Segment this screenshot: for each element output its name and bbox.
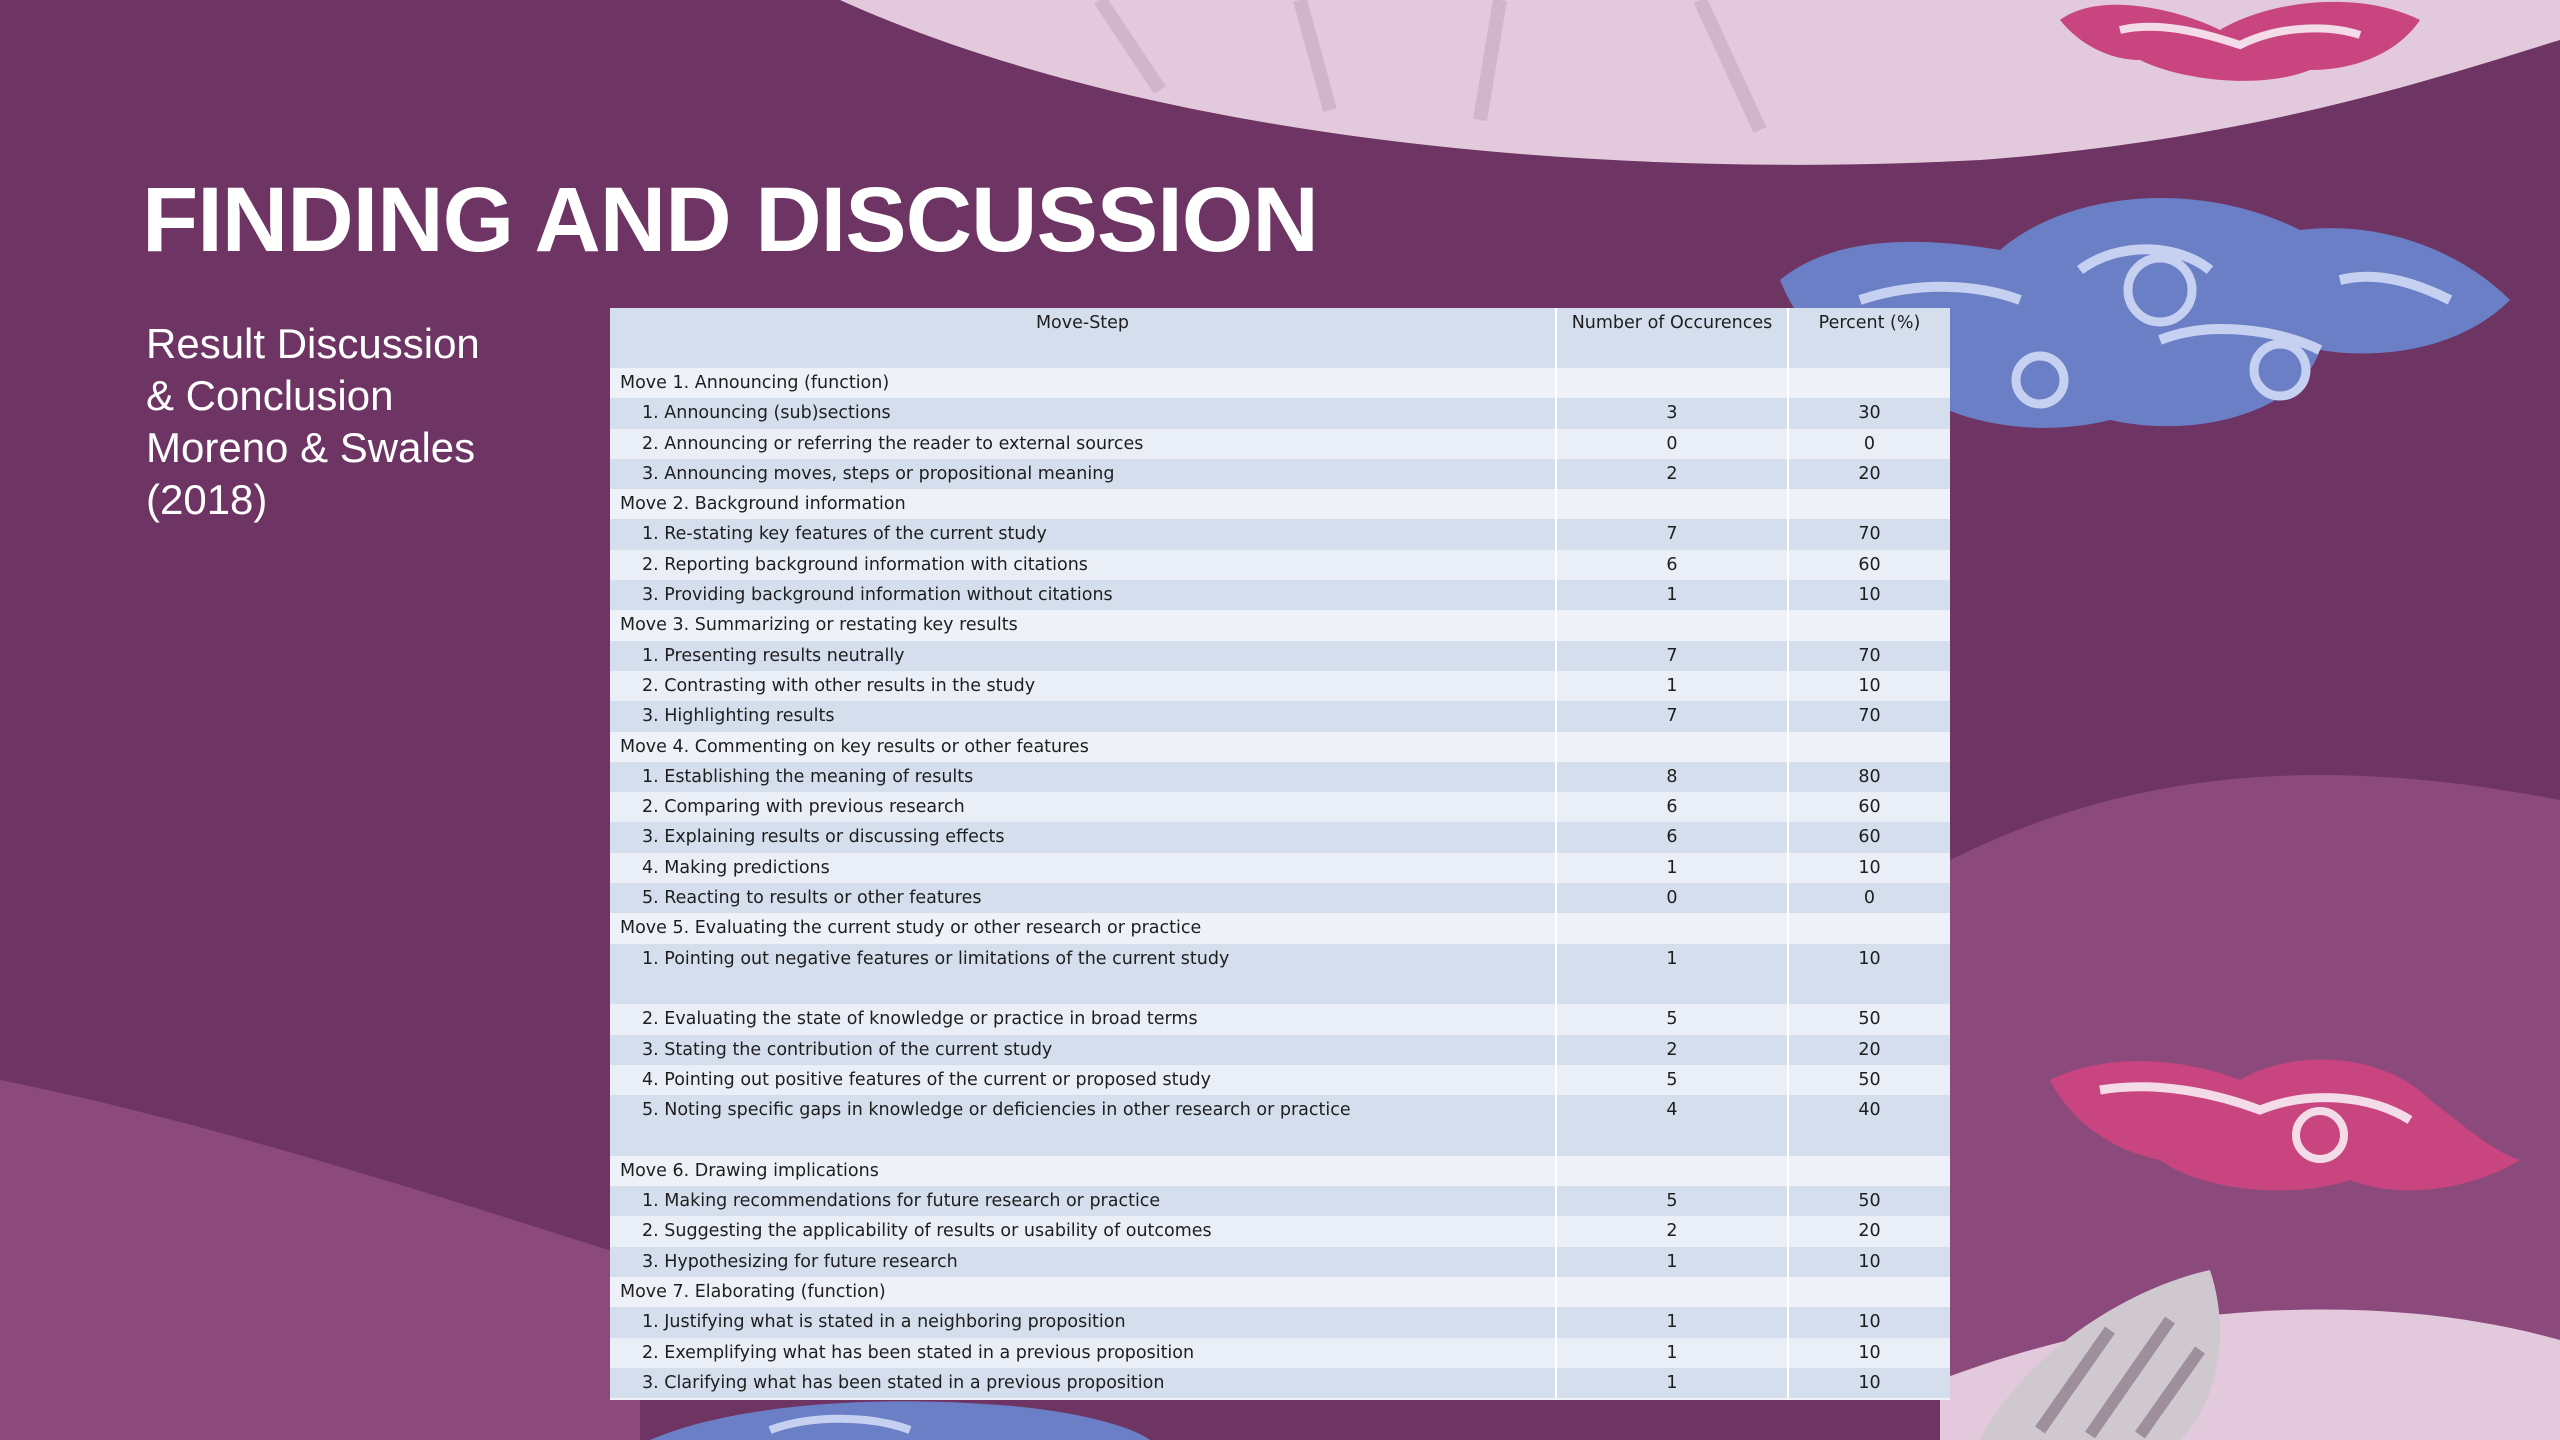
table-row-step: [610, 1065, 1950, 1095]
table-header-row: [610, 308, 1950, 368]
table-row-step: [610, 1307, 1950, 1337]
empty-cell: [1556, 913, 1788, 943]
move-label: Move 7. Elaborating (function): [610, 1277, 1556, 1307]
move-step-table: [610, 308, 1950, 1398]
occurrence-count: 6: [1556, 792, 1788, 822]
empty-cell: [1788, 489, 1950, 519]
empty-cell: [1556, 610, 1788, 640]
percent-value: 70: [1788, 701, 1950, 731]
table-row-step: [610, 792, 1950, 822]
header-move-step: Move-Step: [610, 308, 1556, 368]
move-label: Move 5. Evaluating the current study or other research or practice: [610, 913, 1556, 943]
empty-cell: [1788, 1277, 1950, 1307]
occurrence-count: 5: [1556, 1004, 1788, 1034]
move-label: Move 3. Summarizing or restating key results: [610, 610, 1556, 640]
step-label: 3. Explaining results or discussing effects: [610, 822, 1556, 852]
table-row-step: [610, 398, 1950, 428]
step-label: 1. Justifying what is stated in a neighboring proposition: [610, 1307, 1556, 1337]
table-row-move: [610, 368, 1950, 398]
occurrence-count: 0: [1556, 883, 1788, 913]
step-label: 2. Contrasting with other results in the study: [610, 671, 1556, 701]
step-label: 2. Exemplifying what has been stated in a previous proposition: [610, 1338, 1556, 1368]
table-row-step: [610, 550, 1950, 580]
empty-cell: [1788, 1156, 1950, 1186]
occurrence-count: 1: [1556, 671, 1788, 701]
empty-cell: [1788, 732, 1950, 762]
step-label: 3. Hypothesizing for future research: [610, 1247, 1556, 1277]
occurrence-count: 2: [1556, 1216, 1788, 1246]
occurrence-count: 2: [1556, 1035, 1788, 1065]
table-row-step: [610, 1216, 1950, 1246]
percent-value: 50: [1788, 1186, 1950, 1216]
percent-value: 10: [1788, 671, 1950, 701]
occurrence-count: 3: [1556, 398, 1788, 428]
header-percent: Percent (%): [1788, 308, 1950, 368]
table-row-step: [610, 762, 1950, 792]
table-row-move: [610, 610, 1950, 640]
percent-value: 40: [1788, 1095, 1950, 1156]
empty-cell: [1788, 913, 1950, 943]
move-label: Move 2. Background information: [610, 489, 1556, 519]
percent-value: 10: [1788, 1247, 1950, 1277]
step-label: 1. Presenting results neutrally: [610, 641, 1556, 671]
table-body: [610, 368, 1950, 1398]
percent-value: 30: [1788, 398, 1950, 428]
table-row-move: [610, 1156, 1950, 1186]
step-label: 2. Suggesting the applicability of results or usability of outcomes: [610, 1216, 1556, 1246]
empty-cell: [1556, 1277, 1788, 1307]
occurrence-count: 1: [1556, 1247, 1788, 1277]
occurrence-count: 7: [1556, 641, 1788, 671]
percent-value: 60: [1788, 550, 1950, 580]
subtitle-line: Result Discussion: [146, 320, 480, 367]
percent-value: 50: [1788, 1065, 1950, 1095]
table-row-step: [610, 429, 1950, 459]
percent-value: 20: [1788, 1216, 1950, 1246]
percent-value: 20: [1788, 459, 1950, 489]
table-row-step: [610, 1095, 1950, 1156]
move-label: Move 1. Announcing (function): [610, 368, 1556, 398]
table-row-step: [610, 853, 1950, 883]
percent-value: 0: [1788, 883, 1950, 913]
occurrence-count: 7: [1556, 701, 1788, 731]
step-label: 3. Highlighting results: [610, 701, 1556, 731]
percent-value: 0: [1788, 429, 1950, 459]
empty-cell: [1556, 732, 1788, 762]
occurrence-count: 1: [1556, 1368, 1788, 1398]
table-row-step: [610, 671, 1950, 701]
table-row-step: [610, 1368, 1950, 1398]
step-label: 3. Announcing moves, steps or propositional meaning: [610, 459, 1556, 489]
percent-value: 70: [1788, 641, 1950, 671]
step-label: 3. Stating the contribution of the current study: [610, 1035, 1556, 1065]
percent-value: 50: [1788, 1004, 1950, 1034]
percent-value: 80: [1788, 762, 1950, 792]
slide-title: FINDING AND DISCUSSION: [142, 169, 1318, 271]
step-label: 4. Pointing out positive features of the current or proposed study: [610, 1065, 1556, 1095]
step-label: 2. Announcing or referring the reader to external sources: [610, 429, 1556, 459]
percent-value: 10: [1788, 580, 1950, 610]
table-row-step: [610, 1247, 1950, 1277]
occurrence-count: 8: [1556, 762, 1788, 792]
empty-cell: [1788, 610, 1950, 640]
step-label: 1. Re-stating key features of the current study: [610, 519, 1556, 549]
occurrence-count: 1: [1556, 1307, 1788, 1337]
occurrence-count: 7: [1556, 519, 1788, 549]
step-label: 2. Evaluating the state of knowledge or practice in broad terms: [610, 1004, 1556, 1034]
table-row-step: [610, 1004, 1950, 1034]
occurrence-count: 1: [1556, 1338, 1788, 1368]
table-row-step: [610, 459, 1950, 489]
occurrence-count: 1: [1556, 580, 1788, 610]
slide-subtitle: [146, 318, 566, 526]
occurrence-count: 4: [1556, 1095, 1788, 1156]
percent-value: 60: [1788, 822, 1950, 852]
empty-cell: [1556, 368, 1788, 398]
percent-value: 10: [1788, 1338, 1950, 1368]
empty-cell: [1788, 368, 1950, 398]
table-row-step: [610, 701, 1950, 731]
move-label: Move 6. Drawing implications: [610, 1156, 1556, 1186]
table-row-step: [610, 519, 1950, 549]
step-label: 1. Establishing the meaning of results: [610, 762, 1556, 792]
table-row-step: [610, 641, 1950, 671]
subtitle-line: (2018): [146, 476, 268, 523]
table-row-move: [610, 1277, 1950, 1307]
table-row-step: [610, 822, 1950, 852]
step-label: 4. Making predictions: [610, 853, 1556, 883]
occurrence-count: 0: [1556, 429, 1788, 459]
step-label: 2. Reporting background information with citations: [610, 550, 1556, 580]
step-label: 2. Comparing with previous research: [610, 792, 1556, 822]
table-row-move: [610, 732, 1950, 762]
table-row-step: [610, 580, 1950, 610]
occurrence-count: 5: [1556, 1186, 1788, 1216]
table-row-step: [610, 1035, 1950, 1065]
percent-value: 10: [1788, 1307, 1950, 1337]
occurrence-count: 6: [1556, 550, 1788, 580]
empty-cell: [1556, 489, 1788, 519]
occurrence-count: 6: [1556, 822, 1788, 852]
table-row-step: [610, 883, 1950, 913]
table-row-move: [610, 489, 1950, 519]
blue-cloud-ornament-bottom: [650, 1401, 1150, 1440]
percent-value: 10: [1788, 1368, 1950, 1398]
header-occurrences: Number of Occurences: [1556, 308, 1788, 368]
move-step-table-container: [610, 308, 1950, 1400]
subtitle-line: & Conclusion: [146, 372, 394, 419]
left-wave: [0, 1080, 640, 1440]
step-label: 1. Announcing (sub)sections: [610, 398, 1556, 428]
percent-value: 70: [1788, 519, 1950, 549]
step-label: 1. Pointing out negative features or limitations of the current study: [610, 944, 1556, 1005]
step-label: 5. Noting specific gaps in knowledge or deficiencies in other research or practice: [610, 1095, 1556, 1156]
step-label: 3. Clarifying what has been stated in a previous proposition: [610, 1368, 1556, 1398]
occurrence-count: 5: [1556, 1065, 1788, 1095]
table-row-step: [610, 944, 1950, 1005]
percent-value: 20: [1788, 1035, 1950, 1065]
percent-value: 10: [1788, 853, 1950, 883]
table-row-step: [610, 1338, 1950, 1368]
step-label: 3. Providing background information without citations: [610, 580, 1556, 610]
table-row-step: [610, 1186, 1950, 1216]
percent-value: 60: [1788, 792, 1950, 822]
move-label: Move 4. Commenting on key results or other features: [610, 732, 1556, 762]
step-label: 1. Making recommendations for future research or practice: [610, 1186, 1556, 1216]
step-label: 5. Reacting to results or other features: [610, 883, 1556, 913]
table-row-move: [610, 913, 1950, 943]
occurrence-count: 1: [1556, 944, 1788, 1005]
occurrence-count: 2: [1556, 459, 1788, 489]
subtitle-line: Moreno & Swales: [146, 424, 476, 471]
occurrence-count: 1: [1556, 853, 1788, 883]
percent-value: 10: [1788, 944, 1950, 1005]
empty-cell: [1556, 1156, 1788, 1186]
